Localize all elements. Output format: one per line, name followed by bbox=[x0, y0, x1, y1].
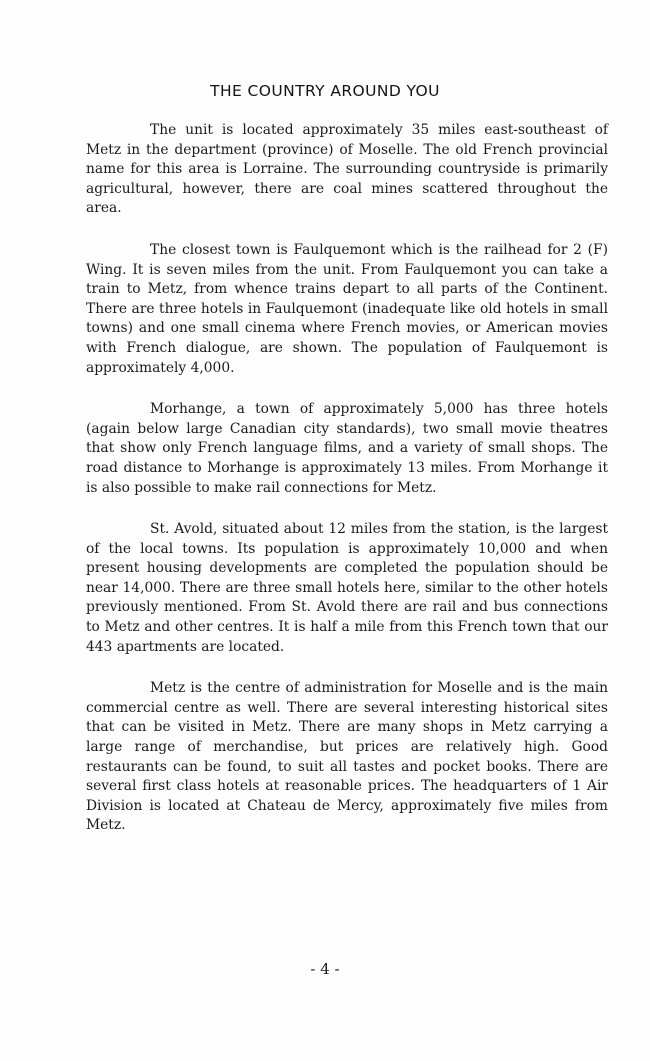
page-number: - 4 - bbox=[310, 960, 340, 978]
paragraph-faulquemont: The closest town is Faulquemont which is the railhead for 2 (F) Wing. It is seven miles from the unit. From Faulquemont you can take a train to Metz, from whence trains depart to all parts of the Continent. There are three hotels in Faulquemont (inadequate like old hotels in small towns) and one small cinema where French movies, or American movies with French dialogue, are shown. The population of Faulquemont is approximately 4,000. bbox=[86, 241, 608, 376]
body-text bbox=[86, 121, 608, 858]
paragraph-unit-location: The unit is located approximately 35 miles east-southeast of Metz in the department (province) of Moselle. The old French provincial name for this area is Lorraine. The surrounding countryside is primarily agricultural, however, there are coal mines scattered throughout the area. bbox=[86, 122, 608, 217]
page-title: THE COUNTRY AROUND YOU bbox=[210, 82, 440, 100]
paragraph-st-avold: St. Avold, situated about 12 miles from the station, is the largest of the local towns. Its population is approximately 10,000 and when present housing developments are completed the population should be near 14,000. There are three small hotels here, similar to the other hotels previously mentioned. From St. Avold there are rail and bus connections to Metz and other centres. It is half a mile from this French town that our 443 apartments are located. bbox=[86, 521, 608, 655]
paragraph-metz: Metz is the centre of administration for Moselle and is the main commercial centre as well. There are several interesting historical sites that can be visited in Metz. There are many shops in Metz carrying a large range of merchandise, but prices are relatively high. Good restaurants can be found, to suit all tastes and pocket books. There are several first class hotels at reasonable prices. The headquarters of 1 Air Division is located at Chateau de Mercy, approximately five miles from Metz. bbox=[86, 680, 608, 834]
paragraph-morhange: Morhange, a town of approximately 5,000 has three hotels (again below large Canadian city standards), two small movie theatres that show only French language films, and a variety of small shops. The road distance to Morhange is approximately 13 miles. From Morhange it is also possible to make rail connections for Metz. bbox=[86, 401, 608, 496]
